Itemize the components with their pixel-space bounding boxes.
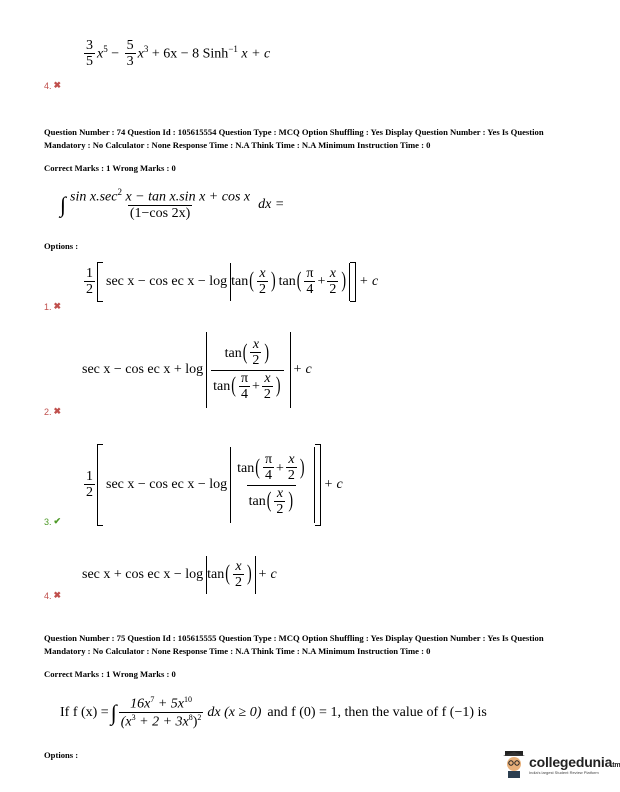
q74-option-2-number: 2. ✖ [44, 406, 62, 417]
q75-header: Question Number : 75 Question Id : 105615555 Question Type : MCQ Option Shuffling : Yes Display Question Number : Yes Is Question Mandatory : No Calculator : None Response Time : N.A Think Time : N.A Minimum Instruction Time : 0 [44, 633, 544, 656]
q75-options-label: Options : [44, 750, 79, 760]
q74-option-1-expression: $\frac{1}{2}$ sec x − cos ec x − log tan ( $\frac{x}{2}$ ) tan ( $\frac{\pi}{4}$ + $\frac{x}{2}$ ) + c [82, 262, 378, 302]
wrong-mark-icon: ✖ [53, 590, 62, 600]
q74-header: Question Number : 74 Question Id : 105615554 Question Type : MCQ Option Shuffling : Yes Display Question Number : Yes Is Question Mandatory : No Calculator : None Response Time : N.A Think Time : N.A Minimum Instruction Time : 0 [44, 127, 544, 150]
q75-question-stem: If f (x) = ∫ $\frac{16x^7 + 5x^{10}}{(x^3 + 2 + 3x^8)^2}$ dx (x ≥ 0) and f (0) = 1, then the value of f (−1) is [60, 695, 487, 730]
q74-option-3-expression: $\frac{1}{2}$ sec x − cos ec x − log tan ( $\frac{\pi}{4}$ + $\frac{x}{2}$ ) tan ( $\frac{x}{2}$ ) + c [82, 444, 343, 526]
check-icon: ✔ [53, 516, 62, 526]
wrong-mark-icon: ✖ [53, 80, 62, 90]
prev-option-4-number: 4. ✖ [44, 80, 62, 91]
collegedunia-logo[interactable]: collegeduniatm India's largest Student Review Platform [502, 749, 620, 779]
wrong-mark-icon: ✖ [53, 301, 62, 311]
prev-option-4-expression: $\frac{3}{5}$ $x^5$ − $\frac{5}{3}$ $x^3 + 6x - 8$ Sinh$^{-1}$ x + c [86, 38, 271, 70]
collegedunia-mascot-icon [502, 749, 526, 779]
q75-marks: Correct Marks : 1 Wrong Marks : 0 [44, 669, 176, 679]
q74-marks: Correct Marks : 1 Wrong Marks : 0 [44, 163, 176, 173]
wrong-mark-icon: ✖ [53, 406, 62, 416]
q74-option-2-expression: sec x − cos ec x + log tan ( $\frac{x}{2}$ ) tan ( $\frac{\pi}{4}$ + $\frac{x}{2}$ ) + c [82, 332, 312, 408]
q74-option-3-number: 3. ✔ [44, 516, 62, 527]
q74-option-1-number: 1. ✖ [44, 301, 62, 312]
q74-options-label: Options : [44, 241, 79, 251]
q74-option-4-number: 4. ✖ [44, 590, 62, 601]
q74-option-4-expression: sec x + cos ec x − log tan ( $\frac{x}{2}$ ) + c [82, 556, 277, 594]
q74-integral: ∫ $\frac{\sin x.\sec^2 x - \tan x.\sin x + \cos x}{(1-\cos 2x)}$ dx = [60, 187, 285, 222]
